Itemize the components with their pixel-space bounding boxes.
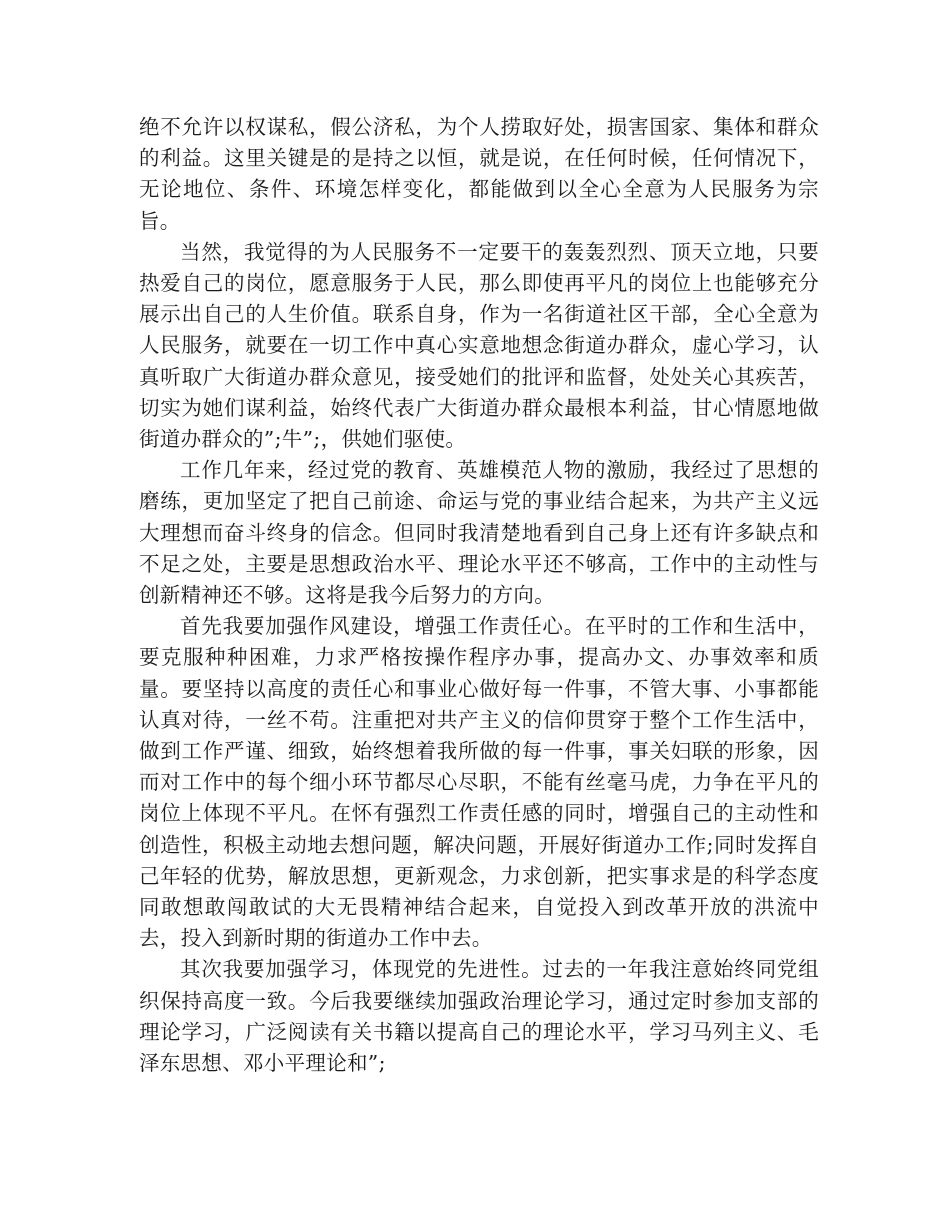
paragraph-4: 首先我要加强作风建设，增强工作责任心。在平时的工作和生活中，要克服种种困难，力求严格按操作程序办事，提高办文、办事效率和质量。要坚持以高度的责任心和事业心做好每一件事，不管大事、小事都能认真对待，一丝不苟。注重把对共产主义的信仰贯穿于整个工作生活中，做到工作严谨、细致，始终想着我所做的每一件事，事关妇联的形象，因而对工作中的每个细小环节都尽心尽职，不能有丝毫马虎，力争在平凡的岗位上体现不平凡。在怀有强烈工作责任感的同时，增强自己的主动性和创造性，积极主动地去想问题，解决问题，开展好街道办工作;同时发挥自己年轻的优势，解放思想，更新观念，力求创新，把实事求是的科学态度同敢想敢闯敢试的大无畏精神结合起来，自觉投入到改革开放的洪流中去，投入到新时期的街道办工作中去。 [139, 614, 819, 951]
paragraph-5: 其次我要加强学习，体现党的先进性。过去的一年我注意始终同党组织保持高度一致。今后我要继续加强政治理论学习，通过定时参加支部的理论学习，广泛阅读有关书籍以提高自己的理论水平，学习马列主义、毛泽东思想、邓小平理论和”; [139, 957, 819, 1076]
paragraph-1: 绝不允许以权谋私，假公济私，为个人捞取好处，损害国家、集体和群众的利益。这里关键是的是持之以恒，就是说，在任何时候，任何情况下，无论地位、条件、环境怎样变化，都能做到以全心全意为人民服务为宗旨。 [139, 115, 819, 233]
paragraph-3: 工作几年来，经过党的教育、英雄模范人物的激励，我经过了思想的磨练，更加坚定了把自己前途、命运与党的事业结合起来，为共产主义远大理想而奋斗终身的信念。但同时我清楚地看到自己身上还有许多缺点和不足之处，主要是思想政治水平、理论水平还不够高，工作中的主动性与创新精神还不够。这将是我今后努力的方向。 [139, 458, 819, 608]
paragraph-2: 当然，我觉得的为人民服务不一定要干的轰轰烈烈、顶天立地，只要热爱自己的岗位，愿意服务于人民，那么即使再平凡的岗位上也能够充分展示出自己的人生价值。联系自身，作为一名街道社区干部，全心全意为人民服务，就要在一切工作中真心实意地想念街道办群众，虚心学习，认真听取广大街道办群众意见，接受她们的批评和监督，处处关心其疾苦，切实为她们谋利益，始终代表广大街道办群众最根本利益，甘心情愿地做街道办群众的”;牛”;，供她们驱使。 [139, 239, 819, 452]
document-body [139, 112, 819, 1079]
